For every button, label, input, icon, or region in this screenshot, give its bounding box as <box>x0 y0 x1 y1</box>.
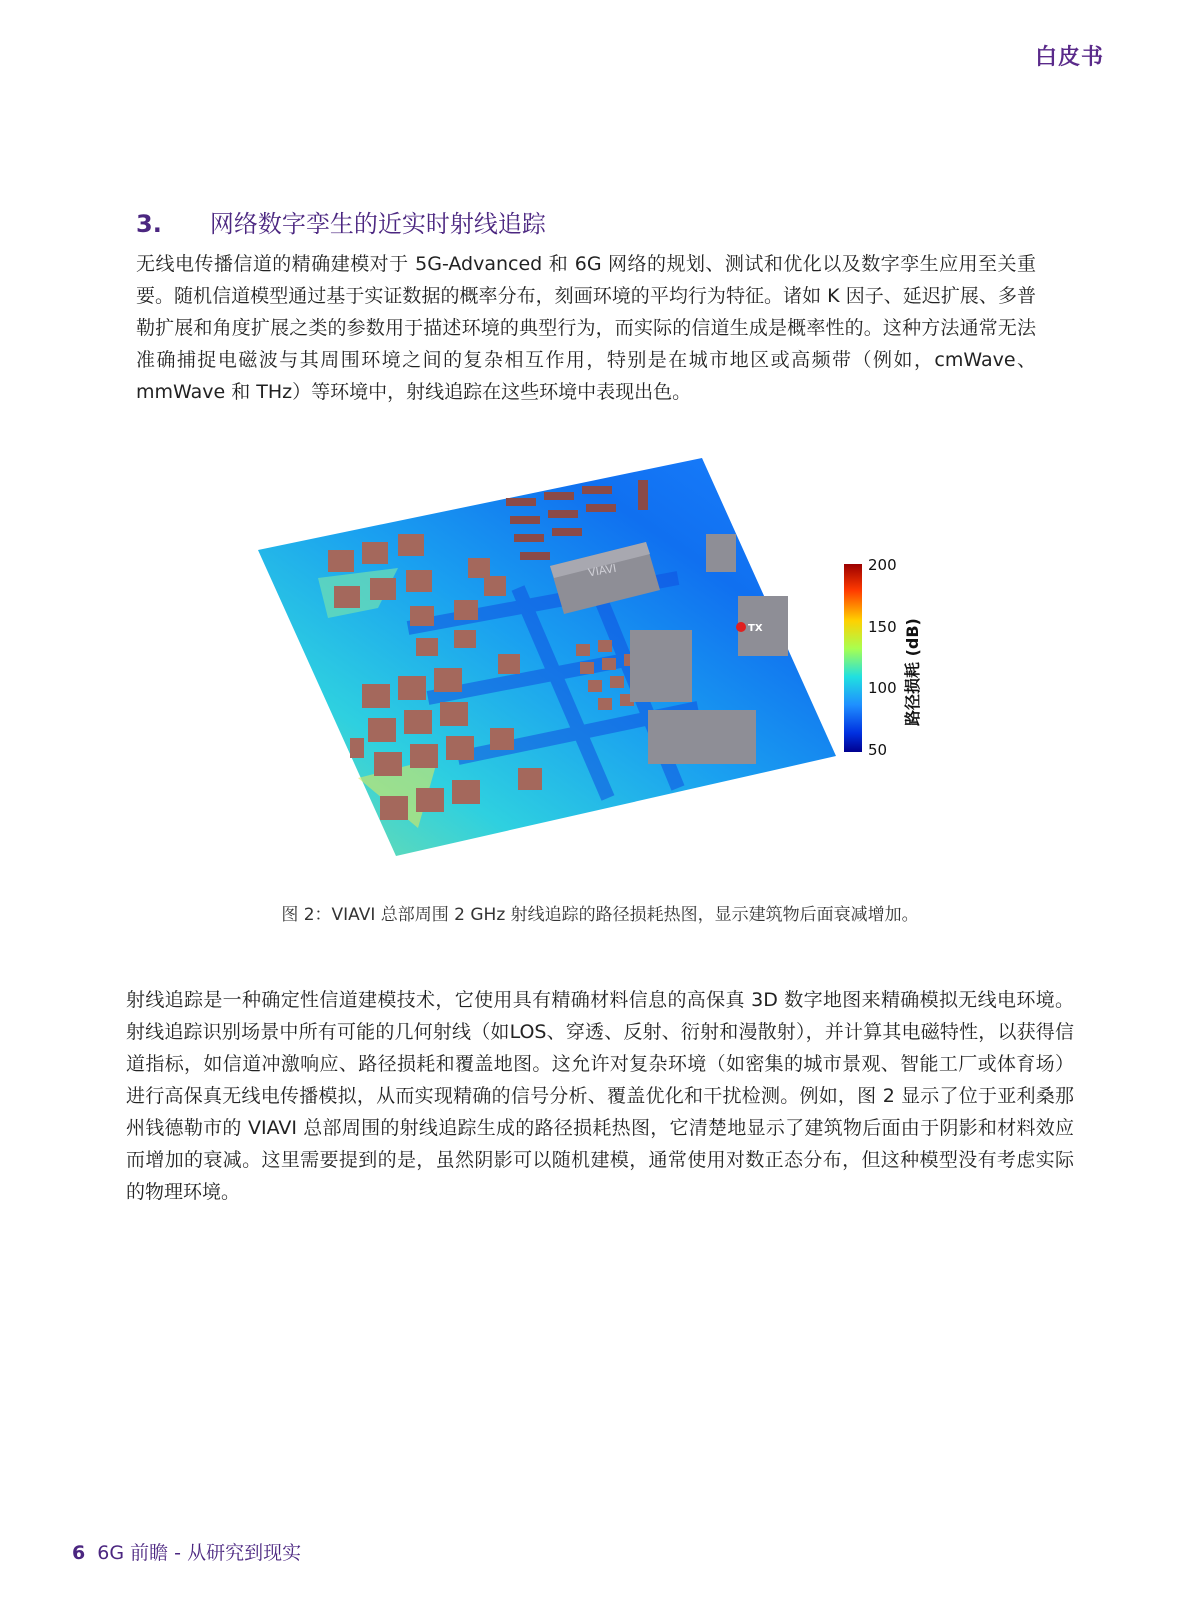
colorbar-label: 路径损耗 (dB) <box>903 618 922 726</box>
colorbar <box>844 564 862 752</box>
colorbar-tick-150: 150 <box>868 618 897 636</box>
pathloss-heatmap-figure <box>258 458 978 876</box>
document-type-tag: 白皮书 <box>1034 45 1104 70</box>
section-number: 3. <box>136 210 162 238</box>
figure-caption: 图 2：VIAVI 总部周围 2 GHz 射线追踪的路径损耗热图，显示建筑物后面衰减增加。 <box>281 905 919 925</box>
colorbar-tick-50: 50 <box>868 741 888 759</box>
colorbar-tick-100: 100 <box>868 679 897 697</box>
footer-title: 6G 前瞻 - 从研究到现实 <box>97 1542 302 1564</box>
tx-label: TX <box>748 623 763 634</box>
section-title: 网络数字孪生的近实时射线追踪 <box>209 210 546 238</box>
body-paragraph-1: 无线电传播信道的精确建模对于 5G-Advanced 和 6G 网络的规划、测试和优化以及数字孪生应用至关重要。随机信道模型通过基于实证数据的概率分布，刻画环境的平均行为特征。诸如 K 因子、延迟扩展、多普勒扩展和角度扩展之类的参数用于描述环境的典型行为，而实际的信道生成是概率性的。这种方法通常无法准确捕捉电磁波与其周围环境之间的复杂相互作用，特别是在城市地区或高频带（例如，cmWave、mmWave 和 THz）等环境中，射线追踪在这些环境中表现出色。 <box>136 253 1036 403</box>
body-paragraph-2: 射线追踪是一种确定性信道建模技术，它使用具有精确材料信息的高保真 3D 数字地图来精确模拟无线电环境。射线追踪识别场景中所有可能的几何射线（如LOS、穿透、反射、衍射和漫散射），并计算其电磁特性，以获得信道指标，如信道冲激响应、路径损耗和覆盖地图。这允许对复杂环境（如密集的城市景观、智能工厂或体育场）进行高保真无线电传播模拟，从而实现精确的信号分析、覆盖优化和干扰检测。例如，图 2 显示了位于亚利桑那州钱德勒市的 VIAVI 总部周围的射线追踪生成的路径损耗热图，它清楚地显示了建筑物后面由于阴影和材料效应而增加的衰减。这里需要提到的是，虽然阴影可以随机建模，通常使用对数正态分布，但这种模型没有考虑实际的物理环境。 <box>126 989 1074 1203</box>
tx-marker-icon <box>736 622 746 632</box>
page-footer <box>72 1538 301 1565</box>
section-heading <box>136 204 546 239</box>
pathloss-heatmap-image <box>258 458 978 876</box>
colorbar-tick-200: 200 <box>868 556 897 574</box>
page-number: 6 <box>72 1542 86 1564</box>
viavi-building-label: VIAVI <box>587 561 618 580</box>
